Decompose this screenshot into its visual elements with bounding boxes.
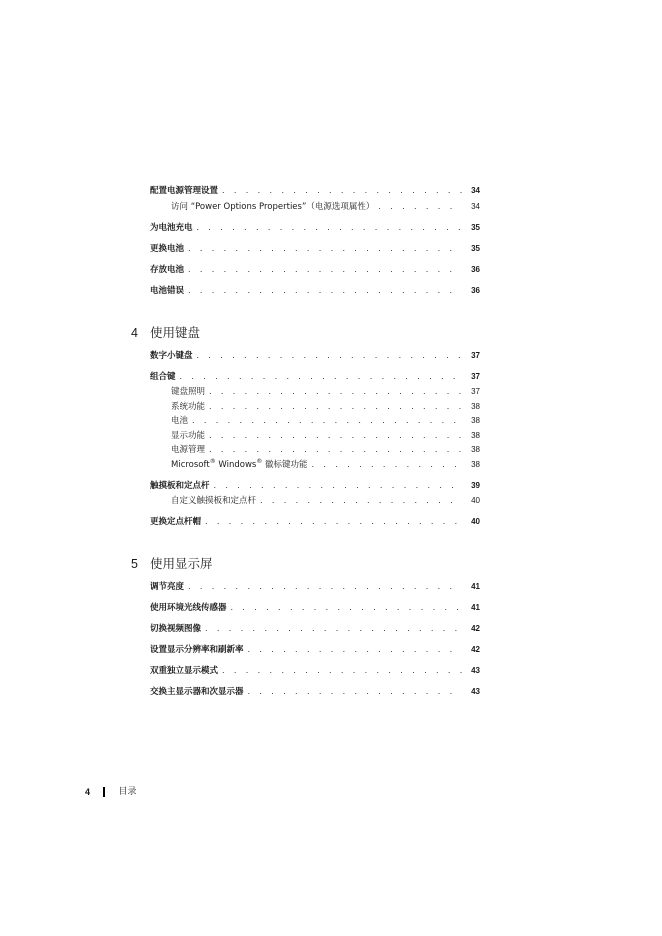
toc-entry-label: 切换视频图像 (150, 624, 202, 634)
dot-leader (192, 414, 462, 428)
toc-entry-label: 调节亮度 (150, 582, 185, 592)
toc-entry-touchpad-and-track-stick[interactable] (150, 479, 480, 493)
toc-entry-page: 43 (471, 687, 480, 696)
toc-entry-label: 设置显示分辨率和刷新率 (150, 645, 244, 655)
toc-entry-ambient-light-sensor[interactable] (150, 601, 480, 615)
dot-leader (180, 370, 462, 384)
chapter-heading-4[interactable] (131, 324, 200, 342)
dot-leader (260, 494, 462, 508)
dot-leader (222, 184, 462, 198)
chapter-number: 4 (131, 326, 138, 340)
toc-entry-page: 36 (471, 286, 480, 295)
toc-entry-display-resolution[interactable] (150, 643, 480, 657)
toc-entry-page: 36 (471, 265, 480, 274)
dot-leader (209, 443, 462, 457)
toc-entry-power-management[interactable] (171, 443, 480, 457)
footer-divider (103, 787, 105, 797)
dot-leader (209, 429, 462, 443)
toc-entry-numeric-keypad[interactable] (150, 349, 480, 363)
toc-entry-page: 41 (471, 603, 480, 612)
toc-entry-page: 42 (471, 624, 480, 633)
toc-entry-storing-battery[interactable] (150, 263, 480, 277)
toc-entry-page: 34 (471, 186, 480, 195)
dot-leader (214, 479, 462, 493)
toc-entry-page: 34 (471, 202, 480, 211)
toc-entry-display-functions[interactable] (171, 429, 480, 443)
toc-entry-label: 更换电池 (150, 244, 185, 254)
toc-entry-battery[interactable] (171, 414, 480, 428)
toc-entry-label: 显示功能 (171, 431, 206, 441)
toc-entry-power-options-properties[interactable] (171, 200, 480, 214)
toc-entry-page: 41 (471, 582, 480, 591)
footer-section-title: 目录 (118, 787, 137, 797)
toc-entry-page: 35 (471, 244, 480, 253)
dot-leader (248, 643, 462, 657)
dot-leader (197, 349, 462, 363)
toc-entry-page: 38 (471, 460, 480, 469)
toc-entry-label: 组合键 (150, 372, 176, 382)
toc-entry-page: 37 (471, 372, 480, 381)
toc-entry-page: 37 (471, 387, 480, 396)
toc-entry-label: 配置电源管理设置 (150, 186, 219, 196)
toc-entry-page: 35 (471, 223, 480, 232)
toc-entry-label: 自定义触摸板和定点杆 (171, 496, 257, 506)
chapter-heading-5[interactable] (131, 555, 213, 573)
toc-entry-page: 38 (471, 431, 480, 440)
toc-entry-page: 37 (471, 351, 480, 360)
dot-leader (231, 601, 462, 615)
toc-entry-switching-video-image[interactable] (150, 622, 480, 636)
dot-leader (188, 263, 462, 277)
dot-leader (248, 685, 462, 699)
toc-entry-key-combinations[interactable] (150, 370, 480, 384)
toc-entry-battery-errors[interactable] (150, 284, 480, 298)
toc-entry-label: 电池错误 (150, 286, 185, 296)
dot-leader (205, 515, 462, 529)
toc-entry-page: 38 (471, 402, 480, 411)
toc-entry-charging-battery[interactable] (150, 221, 480, 235)
toc-entry-label: 使用环境光线传感器 (150, 603, 227, 613)
page-footer (85, 785, 137, 799)
dot-leader (222, 664, 462, 678)
dot-leader (205, 622, 462, 636)
toc-entry-label: 键盘照明 (171, 387, 206, 397)
toc-entry-page: 38 (471, 416, 480, 425)
toc-entry-label: 触摸板和定点杆 (150, 481, 210, 491)
dot-leader (197, 221, 462, 235)
toc-entry-label: 存放电池 (150, 265, 185, 275)
toc-entry-replacing-track-stick-cap[interactable] (150, 515, 480, 529)
dot-leader (209, 400, 462, 414)
dot-leader (209, 385, 462, 399)
toc-entry-customize-touchpad[interactable] (171, 494, 480, 508)
label-windows: Windows (215, 460, 257, 470)
toc-entry-keyboard-lighting[interactable] (171, 385, 480, 399)
toc-entry-label: 电源管理 (171, 445, 206, 455)
toc-entry-system-functions[interactable] (171, 400, 480, 414)
toc-entry-label: 数字小键盘 (150, 351, 193, 361)
registered-mark: ® (256, 458, 263, 466)
label-logo-key-functions: 徽标键功能 (262, 460, 308, 470)
toc-entry-page: 39 (471, 481, 480, 490)
toc-entry-label: 更换定点杆帽 (150, 517, 202, 527)
chapter-title: 使用键盘 (150, 325, 201, 340)
toc-entry-power-management-settings[interactable] (150, 184, 480, 198)
toc-entry-page: 40 (471, 496, 480, 505)
toc-entry-label: 交换主显示器和次显示器 (150, 687, 244, 697)
dot-leader (378, 200, 462, 214)
toc-entry-label (171, 458, 308, 472)
toc-entry-replacing-battery[interactable] (150, 242, 480, 256)
toc-entry-dual-independent-display[interactable] (150, 664, 480, 678)
dot-leader (312, 458, 462, 472)
toc-entry-label: 为电池充电 (150, 223, 193, 233)
toc-entry-label: 系统功能 (171, 402, 206, 412)
toc-entry-label: 访问 “Power Options Properties”（电源选项属性） (171, 202, 375, 212)
chapter-number: 5 (131, 557, 138, 571)
toc-entry-label: 电池 (171, 416, 189, 426)
dot-leader (188, 580, 462, 594)
toc-entry-label: 双重独立显示模式 (150, 666, 219, 676)
toc-entry-page: 38 (471, 445, 480, 454)
toc-entry-page: 42 (471, 645, 480, 654)
chapter-title: 使用显示屏 (150, 556, 213, 571)
toc-entry-page: 43 (471, 666, 480, 675)
toc-entry-windows-logo-key[interactable] (171, 458, 480, 472)
toc-entry-swap-displays[interactable] (150, 685, 480, 699)
dot-leader (188, 242, 462, 256)
label-microsoft: Microsoft (171, 460, 210, 470)
dot-leader (188, 284, 462, 298)
toc-entry-adjusting-brightness[interactable] (150, 580, 480, 594)
registered-mark: ® (209, 458, 216, 466)
footer-page-number: 4 (85, 787, 91, 797)
toc-entry-page: 40 (471, 517, 480, 526)
